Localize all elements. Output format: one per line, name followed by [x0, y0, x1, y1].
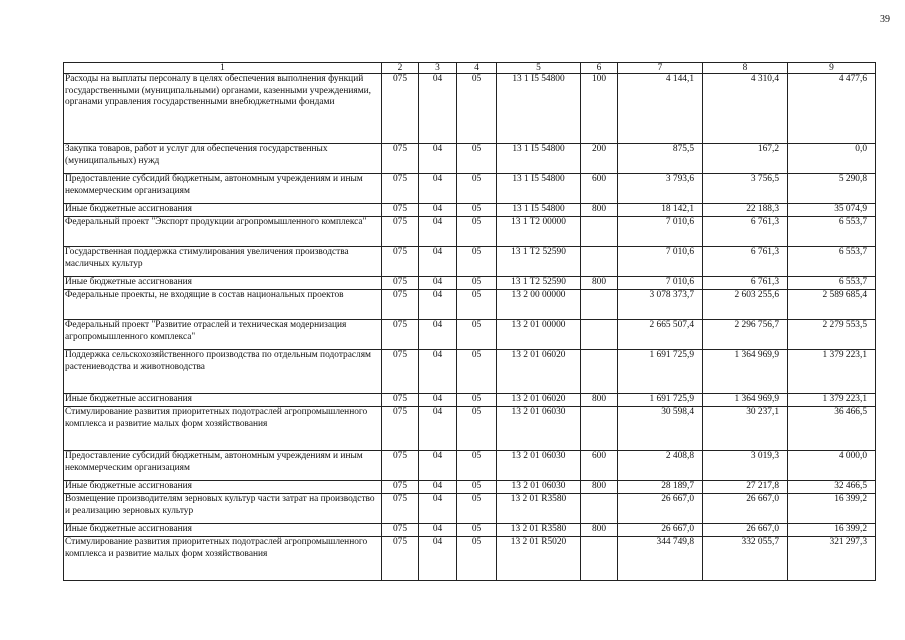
cell-section-code: 04 [419, 217, 457, 247]
cell-amount-col8: 2 603 255,6 [703, 290, 788, 320]
cell-subsection-code: 05 [457, 537, 497, 581]
row-description: Федеральный проект "Развитие отраслей и техническая модернизация агропромышленного комплекса" [64, 320, 382, 350]
cell-target-article: 13 1 T2 52590 [497, 247, 581, 277]
header-cell: 6 [581, 63, 618, 74]
cell-amount-col9: 1 379 223,1 [788, 394, 876, 407]
table-row [64, 204, 876, 217]
cell-section-code: 04 [419, 320, 457, 350]
cell-ministry-code: 075 [382, 247, 419, 277]
cell-amount-col7: 2 408,8 [618, 451, 703, 481]
cell-expense-type [581, 537, 618, 581]
cell-subsection-code: 05 [457, 320, 497, 350]
cell-amount-col9: 321 297,3 [788, 537, 876, 581]
cell-expense-type: 600 [581, 174, 618, 204]
row-description: Поддержка сельскохозяйственного производства по отдельным подотраслям растениеводства и животноводства [64, 350, 382, 394]
cell-amount-col7: 875,5 [618, 144, 703, 174]
header-cell: 2 [382, 63, 419, 74]
cell-amount-col8: 6 761,3 [703, 277, 788, 290]
cell-expense-type [581, 320, 618, 350]
cell-target-article: 13 2 01 R5020 [497, 537, 581, 581]
header-row [64, 63, 876, 74]
cell-amount-col9: 6 553,7 [788, 217, 876, 247]
cell-target-article: 13 2 01 06030 [497, 481, 581, 494]
cell-amount-col9: 36 466,5 [788, 407, 876, 451]
cell-amount-col7: 3 078 373,7 [618, 290, 703, 320]
cell-section-code: 04 [419, 204, 457, 217]
header-cell: 8 [703, 63, 788, 74]
cell-target-article: 13 2 01 06020 [497, 394, 581, 407]
cell-amount-col8: 1 364 969,9 [703, 350, 788, 394]
cell-amount-col8: 167,2 [703, 144, 788, 174]
row-description: Предоставление субсидий бюджетным, автономным учреждениям и иным некоммерческим организациям [64, 174, 382, 204]
cell-ministry-code: 075 [382, 350, 419, 394]
cell-subsection-code: 05 [457, 451, 497, 481]
cell-amount-col8: 3 756,5 [703, 174, 788, 204]
cell-subsection-code: 05 [457, 247, 497, 277]
cell-amount-col9: 6 553,7 [788, 247, 876, 277]
cell-subsection-code: 05 [457, 394, 497, 407]
table-row [64, 394, 876, 407]
cell-subsection-code: 05 [457, 407, 497, 451]
table-row [64, 481, 876, 494]
cell-amount-col8: 4 310,4 [703, 74, 788, 144]
cell-amount-col7: 18 142,1 [618, 204, 703, 217]
table-row [64, 407, 876, 451]
cell-subsection-code: 05 [457, 350, 497, 394]
cell-target-article: 13 1 I5 54800 [497, 174, 581, 204]
cell-amount-col9: 4 477,6 [788, 74, 876, 144]
cell-section-code: 04 [419, 524, 457, 537]
cell-amount-col8: 30 237,1 [703, 407, 788, 451]
table-row [64, 350, 876, 394]
table-row [64, 247, 876, 277]
cell-amount-col9: 16 399,2 [788, 494, 876, 524]
header-cell: 3 [419, 63, 457, 74]
cell-expense-type: 800 [581, 524, 618, 537]
cell-target-article: 13 2 01 R3580 [497, 524, 581, 537]
cell-amount-col9: 2 589 685,4 [788, 290, 876, 320]
page-number: 39 [880, 14, 890, 25]
cell-amount-col7: 344 749,8 [618, 537, 703, 581]
cell-amount-col8: 1 364 969,9 [703, 394, 788, 407]
cell-amount-col7: 7 010,6 [618, 277, 703, 290]
header-cell: 1 [64, 63, 382, 74]
cell-target-article: 13 1 I5 54800 [497, 144, 581, 174]
cell-amount-col7: 1 691 725,9 [618, 350, 703, 394]
cell-expense-type [581, 217, 618, 247]
cell-section-code: 04 [419, 350, 457, 394]
cell-ministry-code: 075 [382, 174, 419, 204]
cell-amount-col9: 0,0 [788, 144, 876, 174]
row-description: Федеральный проект "Экспорт продукции агропромышленного комплекса" [64, 217, 382, 247]
row-description: Иные бюджетные ассигнования [64, 481, 382, 494]
cell-amount-col7: 3 793,6 [618, 174, 703, 204]
cell-amount-col7: 7 010,6 [618, 247, 703, 277]
table-row [64, 451, 876, 481]
cell-subsection-code: 05 [457, 74, 497, 144]
cell-section-code: 04 [419, 144, 457, 174]
row-description: Расходы на выплаты персоналу в целях обеспечения выполнения функций государственными (муниципальными) органами, казенными учреждениями, органами управления государственными внебюджетными фондами [64, 74, 382, 144]
header-cell: 4 [457, 63, 497, 74]
cell-amount-col8: 332 055,7 [703, 537, 788, 581]
cell-target-article: 13 1 T2 52590 [497, 277, 581, 290]
cell-ministry-code: 075 [382, 204, 419, 217]
cell-amount-col7: 2 665 507,4 [618, 320, 703, 350]
row-description: Иные бюджетные ассигнования [64, 277, 382, 290]
cell-section-code: 04 [419, 174, 457, 204]
row-description: Предоставление субсидий бюджетным, автономным учреждениям и иным некоммерческим организациям [64, 451, 382, 481]
table-row [64, 174, 876, 204]
cell-section-code: 04 [419, 277, 457, 290]
cell-amount-col8: 26 667,0 [703, 494, 788, 524]
cell-target-article: 13 2 01 06020 [497, 350, 581, 394]
header-cell: 7 [618, 63, 703, 74]
cell-section-code: 04 [419, 494, 457, 524]
row-description: Стимулирование развития приоритетных подотраслей агропромышленного комплекса и развитие малых форм хозяйствования [64, 407, 382, 451]
cell-section-code: 04 [419, 481, 457, 494]
cell-target-article: 13 2 01 R3580 [497, 494, 581, 524]
cell-amount-col8: 22 188,3 [703, 204, 788, 217]
table-row [64, 494, 876, 524]
table-row [64, 74, 876, 144]
table-row [64, 144, 876, 174]
budget-table [63, 62, 876, 581]
cell-section-code: 04 [419, 74, 457, 144]
cell-target-article: 13 2 01 06030 [497, 407, 581, 451]
cell-ministry-code: 075 [382, 277, 419, 290]
table-row [64, 217, 876, 247]
table-row [64, 537, 876, 581]
row-description: Иные бюджетные ассигнования [64, 394, 382, 407]
cell-section-code: 04 [419, 247, 457, 277]
cell-subsection-code: 05 [457, 277, 497, 290]
cell-target-article: 13 1 I5 54800 [497, 204, 581, 217]
cell-target-article: 13 1 I5 54800 [497, 74, 581, 144]
cell-expense-type: 800 [581, 204, 618, 217]
cell-expense-type [581, 494, 618, 524]
cell-expense-type: 600 [581, 451, 618, 481]
cell-section-code: 04 [419, 451, 457, 481]
cell-expense-type: 200 [581, 144, 618, 174]
cell-amount-col7: 7 010,6 [618, 217, 703, 247]
cell-amount-col8: 26 667,0 [703, 524, 788, 537]
cell-expense-type [581, 290, 618, 320]
cell-target-article: 13 2 00 00000 [497, 290, 581, 320]
cell-amount-col8: 27 217,8 [703, 481, 788, 494]
table-row [64, 277, 876, 290]
cell-expense-type: 100 [581, 74, 618, 144]
row-description: Иные бюджетные ассигнования [64, 524, 382, 537]
cell-amount-col9: 4 000,0 [788, 451, 876, 481]
cell-ministry-code: 075 [382, 290, 419, 320]
cell-expense-type [581, 247, 618, 277]
cell-subsection-code: 05 [457, 524, 497, 537]
cell-amount-col9: 6 553,7 [788, 277, 876, 290]
cell-ministry-code: 075 [382, 524, 419, 537]
cell-subsection-code: 05 [457, 217, 497, 247]
cell-target-article: 13 2 01 00000 [497, 320, 581, 350]
table-row [64, 524, 876, 537]
cell-amount-col7: 4 144,1 [618, 74, 703, 144]
cell-expense-type: 800 [581, 394, 618, 407]
cell-amount-col7: 26 667,0 [618, 524, 703, 537]
cell-ministry-code: 075 [382, 74, 419, 144]
cell-amount-col9: 32 466,5 [788, 481, 876, 494]
cell-ministry-code: 075 [382, 407, 419, 451]
cell-subsection-code: 05 [457, 290, 497, 320]
row-description: Государственная поддержка стимулирования увеличения производства масличных культур [64, 247, 382, 277]
cell-amount-col9: 1 379 223,1 [788, 350, 876, 394]
cell-expense-type [581, 407, 618, 451]
cell-subsection-code: 05 [457, 481, 497, 494]
cell-amount-col7: 30 598,4 [618, 407, 703, 451]
cell-amount-col9: 5 290,8 [788, 174, 876, 204]
cell-ministry-code: 075 [382, 320, 419, 350]
cell-target-article: 13 2 01 06030 [497, 451, 581, 481]
row-description: Иные бюджетные ассигнования [64, 204, 382, 217]
cell-subsection-code: 05 [457, 204, 497, 217]
cell-amount-col7: 1 691 725,9 [618, 394, 703, 407]
cell-amount-col8: 3 019,3 [703, 451, 788, 481]
cell-ministry-code: 075 [382, 481, 419, 494]
cell-amount-col9: 16 399,2 [788, 524, 876, 537]
cell-amount-col7: 26 667,0 [618, 494, 703, 524]
cell-subsection-code: 05 [457, 174, 497, 204]
cell-ministry-code: 075 [382, 144, 419, 174]
cell-subsection-code: 05 [457, 494, 497, 524]
cell-ministry-code: 075 [382, 537, 419, 581]
cell-subsection-code: 05 [457, 144, 497, 174]
cell-ministry-code: 075 [382, 451, 419, 481]
cell-expense-type [581, 350, 618, 394]
header-cell: 9 [788, 63, 876, 74]
cell-section-code: 04 [419, 394, 457, 407]
row-description: Федеральные проекты, не входящие в состав национальных проектов [64, 290, 382, 320]
cell-section-code: 04 [419, 407, 457, 451]
table-row [64, 290, 876, 320]
cell-expense-type: 800 [581, 277, 618, 290]
cell-section-code: 04 [419, 290, 457, 320]
cell-amount-col7: 28 189,7 [618, 481, 703, 494]
cell-section-code: 04 [419, 537, 457, 581]
row-description: Закупка товаров, работ и услуг для обеспечения государственных (муниципальных) нужд [64, 144, 382, 174]
cell-amount-col8: 6 761,3 [703, 217, 788, 247]
cell-amount-col8: 6 761,3 [703, 247, 788, 277]
cell-amount-col9: 2 279 553,5 [788, 320, 876, 350]
cell-target-article: 13 1 T2 00000 [497, 217, 581, 247]
cell-ministry-code: 075 [382, 394, 419, 407]
header-cell: 5 [497, 63, 581, 74]
cell-expense-type: 800 [581, 481, 618, 494]
cell-amount-col9: 35 074,9 [788, 204, 876, 217]
cell-amount-col8: 2 296 756,7 [703, 320, 788, 350]
cell-ministry-code: 075 [382, 494, 419, 524]
row-description: Стимулирование развития приоритетных подотраслей агропромышленного комплекса и развитие малых форм хозяйствования [64, 537, 382, 581]
table-row [64, 320, 876, 350]
row-description: Возмещение производителям зерновых культур части затрат на производство и реализацию зерновых культур [64, 494, 382, 524]
cell-ministry-code: 075 [382, 217, 419, 247]
